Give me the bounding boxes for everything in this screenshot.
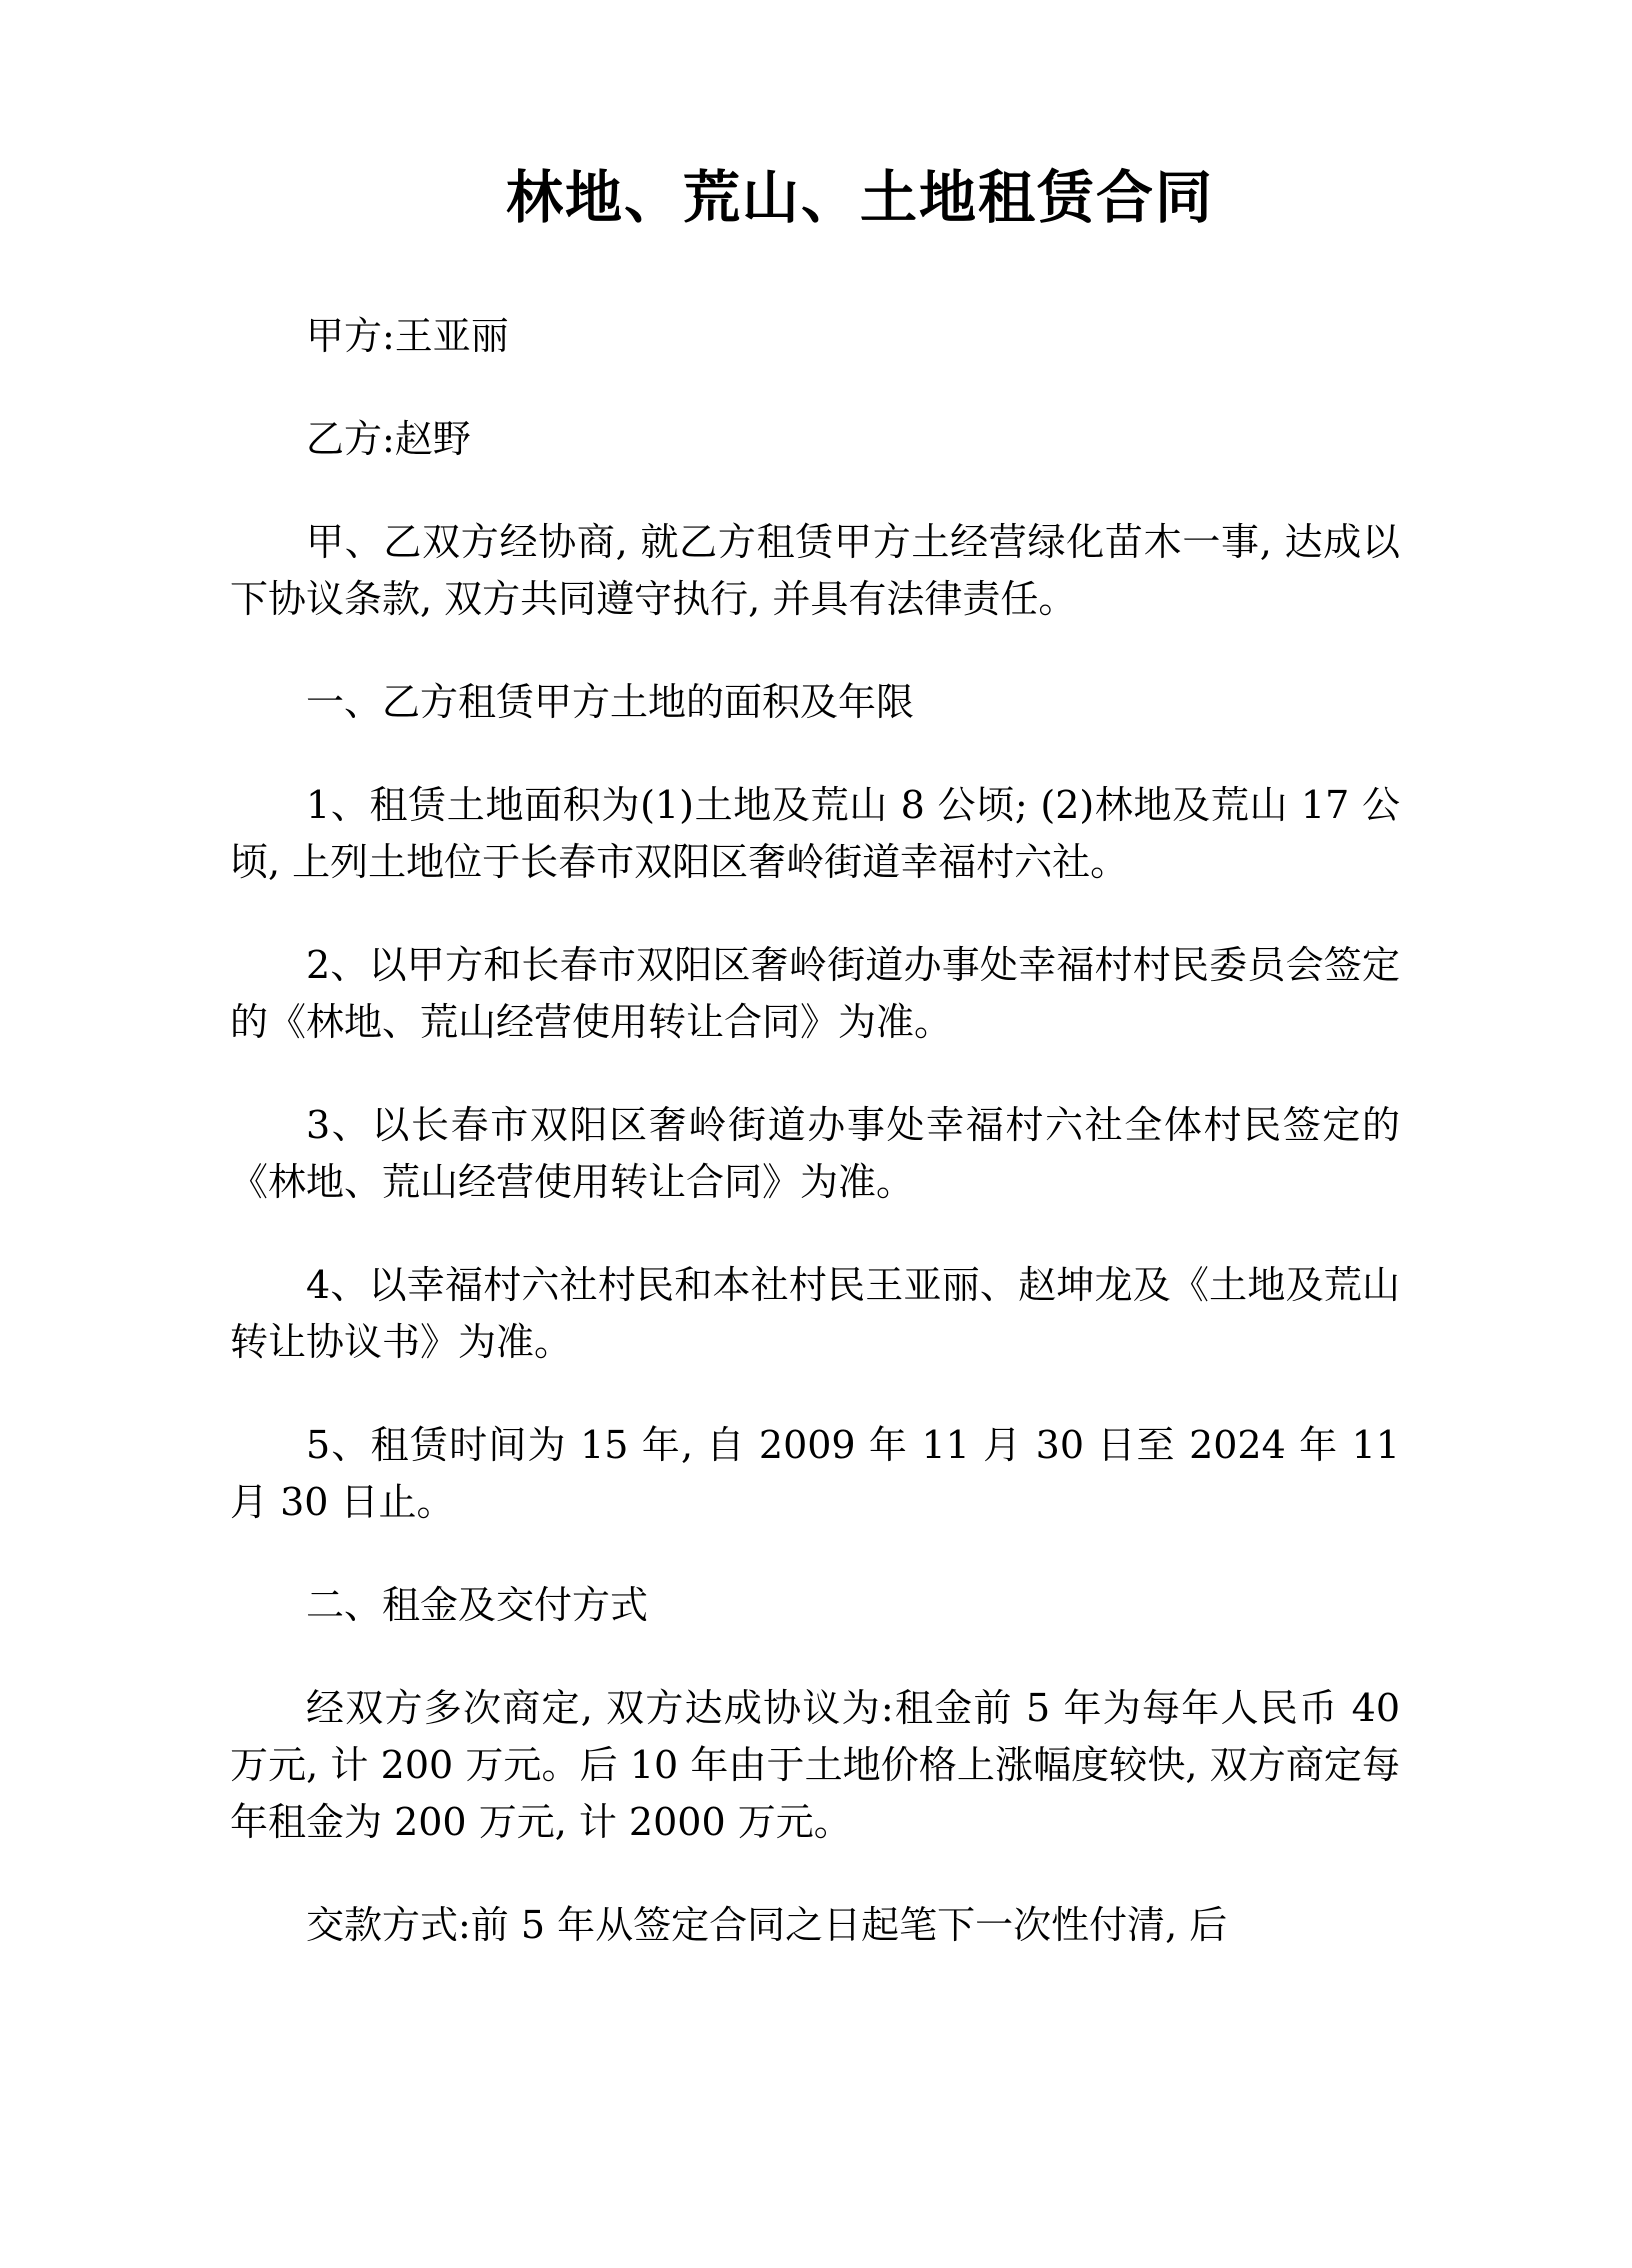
section-1-clause-4: 4、以幸福村六社村民和本社村民王亚丽、赵坤龙及《土地及荒山转让协议书》为准。	[230, 1263, 1400, 1364]
section-2-payment-paragraph: 交款方式:前 5 年从签定合同之日起笔下一次性付清, 后	[306, 1903, 1228, 1947]
section-1-clause-2: 2、以甲方和长春市双阳区奢岭街道办事处幸福村村民委员会签定的《林地、荒山经营使用转让合同》为准。	[230, 943, 1400, 1044]
party-a-line: 甲方:王亚丽	[306, 314, 509, 358]
section-2-rent-paragraph: 经双方多次商定, 双方达成协议为:租金前 5 年为每年人民币 40 万元, 计 200 万元。后 10 年由于土地价格上涨幅度较快, 双方商定每年租金为 200 万元, 计 2000 万元。	[230, 1686, 1400, 1844]
section-1-clause-1: 1、租赁土地面积为(1)土地及荒山 8 公顷; (2)林地及荒山 17 公顷, 上列土地位于长春市双阳区奢岭街道幸福村六社。	[230, 783, 1400, 884]
section-1-heading: 一、乙方租赁甲方土地的面积及年限	[306, 680, 915, 724]
section-1-clause-3: 3、以长春市双阳区奢岭街道办事处幸福村六社全体村民签定的《林地、荒山经营使用转让合同》为准。	[230, 1103, 1400, 1204]
contract-page	[0, 156, 1632, 2268]
section-1-clause-5: 5、租赁时间为 15 年, 自 2009 年 11 月 30 日至 2024 年 11 月 30 日止。	[230, 1423, 1400, 1524]
party-b-line: 乙方:赵野	[306, 417, 471, 461]
preamble-paragraph: 甲、乙双方经协商, 就乙方租赁甲方土经营绿化苗木一事, 达成以下协议条款, 双方共同遵守执行, 并具有法律责任。	[230, 520, 1400, 621]
document-title: 林地、荒山、土地租赁合同	[506, 164, 1214, 231]
section-2-heading: 二、租金及交付方式	[306, 1583, 649, 1627]
